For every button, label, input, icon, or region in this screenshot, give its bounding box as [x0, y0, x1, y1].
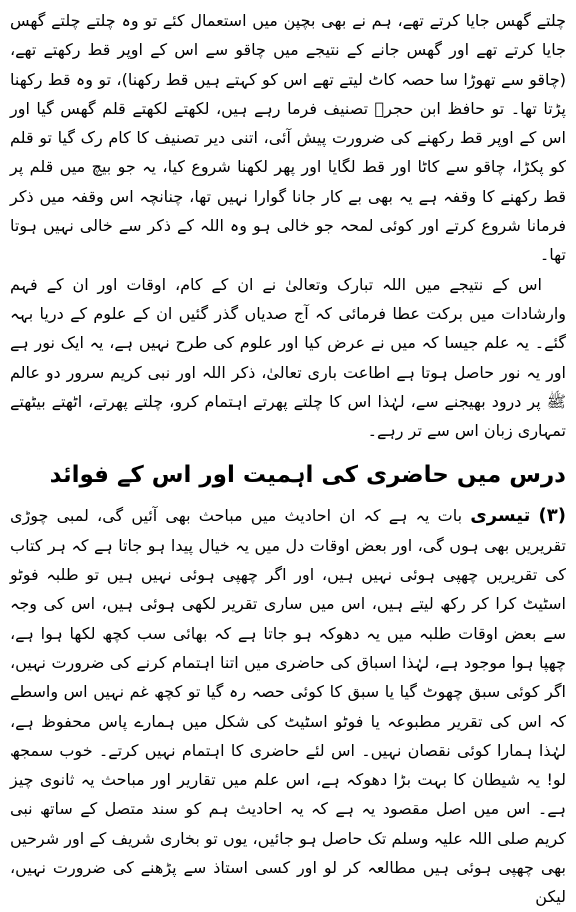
paragraph-blessings: اس کے نتیجے میں اللہ تبارک وتعالیٰ نے ان کے کام، اوقات اور ان کے فہم وارشادات میں برکت عطا فرمائی کہ آج صدیاں گذر گئیں ان کے علوم کے دریا بہہ گئے۔ یہ علم جیسا کہ میں نے عرض کیا اور علوم کی طرح نہیں ہے، یہ ایک نور ہے اور یہ نور حاصل ہوتا ہے اطاعت باری تعالیٰ، ذکر اللہ اور نبی کریم سرور دو عالم ﷺ پر درود بھیجنے سے، لہٰذا اس کا چلتے پھرتے اہتمام کرو، چلتے پھرتے، اٹھتے بیٹھتے تمہاری زبان اس سے تر رہے۔: [10, 274, 566, 441]
point-lead-word: تیسری: [470, 505, 531, 527]
section-heading: درس میں حاضری کی اہمیت اور اس کے فوائد: [49, 462, 566, 489]
point-number: (۳): [538, 505, 566, 527]
paragraph-third-point: [10, 501, 566, 911]
paragraph-continuation: چلتے گھس جایا کرتے تھے، ہم نے بھی بچپن میں استعمال کئے تو وہ چلتے چلتے گھس جایا کرتے تھے اور گھس جانے کے نتیجے میں چاقو سے اس کے اوپر قط رکھتے تھے، (چاقو سے تھوڑا سا حصہ کاٹ لیتے تھے اس کو کہتے ہیں قط رکھنا)، تو وہ قط رکھنا پڑتا تھا۔ تو حافظ ابن حجرؒ تصنیف فرما رہے ہیں، لکھتے لکھتے قلم گھس گیا اور اس کے اوپر قط رکھنے کی ضرورت پیش آئی، اتنی دیر تصنیف کا کام رک گیا تو قلم کو پکڑا، چاقو سے کاٹا اور قط لگایا اور پھر لکھنا شروع کیا، یہ جو بیچ میں قلم پر قط رکھنے کا وقفہ ہے یہ بھی بے کار جانا گوارا نہیں تھا، چنانچہ اس وقفہ میں ذکر فرمانا شروع کرتے اور کوئی لمحہ جو خالی ہو وہ اللہ کے ذکر سے خالی نہیں ہوتا تھا۔: [10, 11, 566, 265]
paragraph-third-point-text: بات یہ ہے کہ ان احادیث میں مباحث بھی آئیں گی، لمبی چوڑی تقریریں بھی ہوں گی، اور بعض اوقات دل میں یہ خیال پیدا ہو جاتا ہے کہ ہر کتاب کی تقریریں چھپی ہوئی نہیں ہیں، اور اگر چھپی ہوئی نہیں ہیں تو طلبہ فوٹو اسٹیٹ کرا کر رکھ لیتے ہیں، اس میں ساری تقریر لکھی ہوئی ہیں، اس کی وجہ سے بعض اوقات طلبہ میں یہ دھوکہ ہو جاتا ہے کہ بھائی سب کچھ لکھا ہوا ہے، چھپا ہوا موجود ہے، لہٰذا اسباق کی حاضری میں اتنا اہتمام کرنے کی ضرورت نہیں، اگر کوئی سبق چھوٹ گیا یا سبق کا کوئی حصہ رہ گیا تو کچھ غم نہیں اس واسطے کہ اس کی تقریر مطبوعہ یا فوٹو اسٹیٹ کی شکل میں ہمارے پاس محفوظ ہے، لہٰذا ہمارا کوئی نقصان نہیں۔ اس لئے حاضری کا اہتمام نہیں کرتے۔ خوب سمجھ لو! یہ شیطان کا بہت بڑا دھوکہ ہے، اس علم میں تقاریر اور مباحث یہ ثانوی چیز ہے۔ اس میں اصل مقصود یہ ہے کہ یہ احادیث ہم کو سند متصل کے ساتھ نبی کریم صلی اللہ علیہ وسلم تک حاصل ہو جائیں، یوں تو بخاری شریف کے اور شرحیں بھی چھپی ہوئی ہیں مطالعہ کر لو اور کسی استاذ سے پڑھنے کی ضرورت نہیں، لیکن: [10, 506, 566, 907]
